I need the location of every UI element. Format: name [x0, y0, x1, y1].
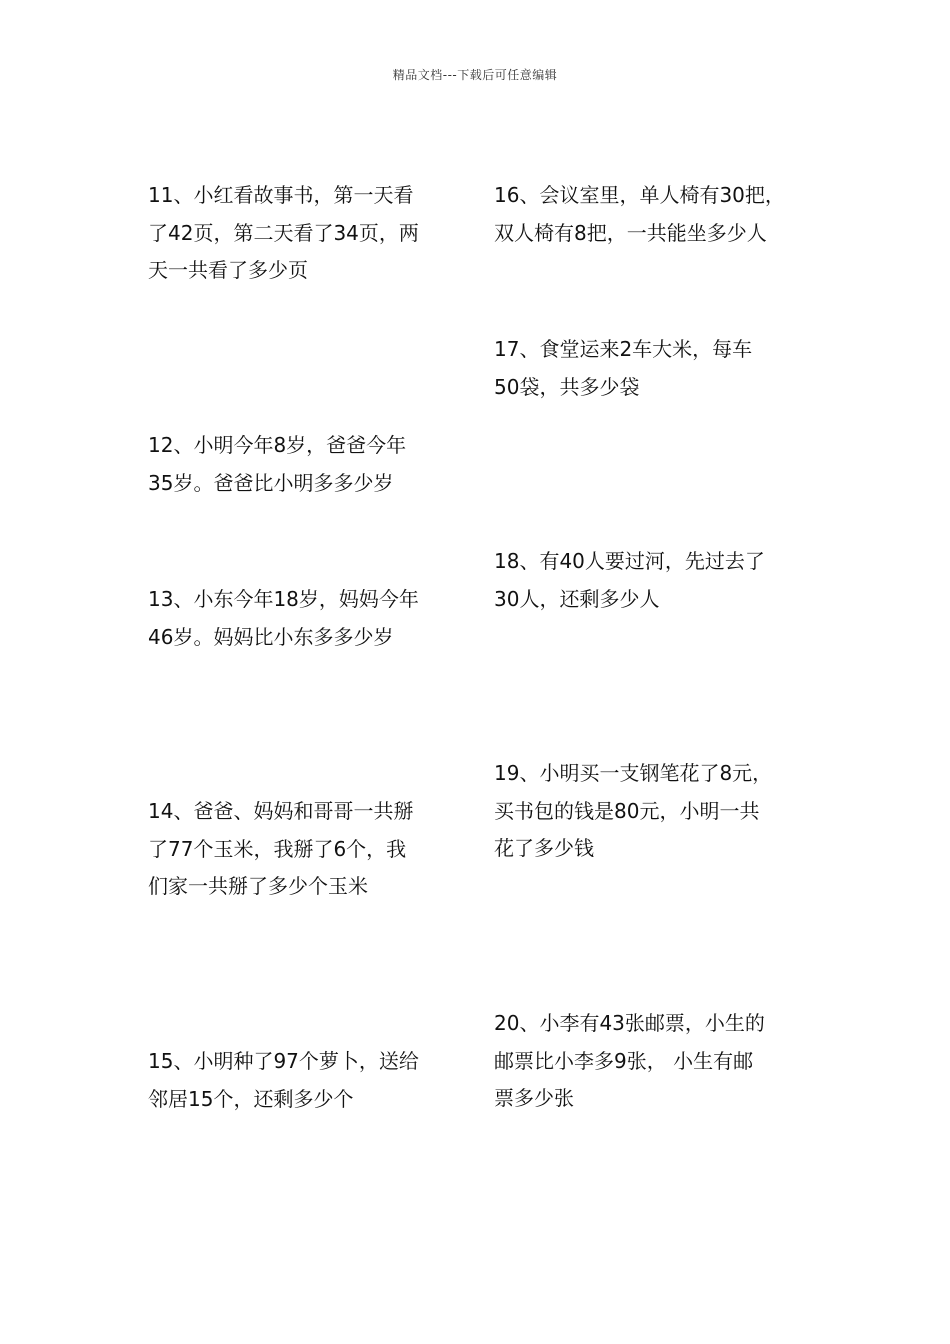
problem-20	[494, 1005, 765, 1118]
problem-16-line-2: 双人椅有8把，一共能坐多少人	[494, 220, 767, 245]
problem-19-line-3: 花了多少钱	[494, 836, 594, 860]
problem-12	[148, 427, 406, 502]
problem-18-line-2: 30人，还剩多少人	[494, 586, 660, 611]
problem-20-line-3: 票多少张	[494, 1086, 574, 1110]
problem-20-line-2: 邮票比小李多9张， 小生有邮	[494, 1048, 754, 1073]
problem-11-line-3: 天一共看了多少页	[148, 258, 308, 282]
problem-19	[494, 755, 772, 868]
problem-17	[494, 331, 752, 406]
problem-15-line-1: 15、小明种了97个萝卜，送给	[148, 1049, 419, 1073]
problem-14-line-1: 14、爸爸、妈妈和哥哥一共掰	[148, 799, 414, 823]
problem-17-line-1: 17、食堂运来2车大米，每车	[494, 337, 753, 361]
problem-19-line-2: 买书包的钱是80元，小明一共	[494, 798, 760, 823]
problem-15-line-2: 邻居15个，还剩多少个	[148, 1086, 354, 1111]
problem-12-line-1: 12、小明今年8岁，爸爸今年	[148, 433, 407, 457]
problem-13-line-2: 46岁。妈妈比小东多多少岁	[148, 624, 394, 649]
page-header: 精品文档---下载后可任意编辑	[392, 68, 558, 82]
problem-19-line-1: 19、小明买一支钢笔花了8元，	[494, 761, 773, 785]
problem-17-line-2: 50袋，共多少袋	[494, 374, 640, 399]
problem-11-line-2: 了42页，第二天看了34页，两	[148, 220, 419, 245]
problem-20-line-1: 20、小李有43张邮票，小生的	[494, 1011, 765, 1035]
problem-14-line-3: 们家一共掰了多少个玉米	[148, 874, 368, 898]
problem-18-line-1: 18、有40人要过河，先过去了	[494, 549, 765, 573]
problem-18	[494, 543, 765, 618]
problem-13-line-1: 13、小东今年18岁，妈妈今年	[148, 587, 419, 611]
problem-13	[148, 581, 419, 656]
problem-11-line-1: 11、小红看故事书，第一天看	[148, 183, 414, 207]
problem-14-line-2: 了77个玉米，我掰了6个，我	[148, 836, 407, 861]
problem-16-line-1: 16、会议室里，单人椅有30把，	[494, 183, 785, 207]
problem-14	[148, 793, 413, 906]
problem-11	[148, 177, 419, 290]
problem-15	[148, 1043, 419, 1118]
problem-16	[494, 177, 785, 252]
problem-12-line-2: 35岁。爸爸比小明多多少岁	[148, 470, 394, 495]
